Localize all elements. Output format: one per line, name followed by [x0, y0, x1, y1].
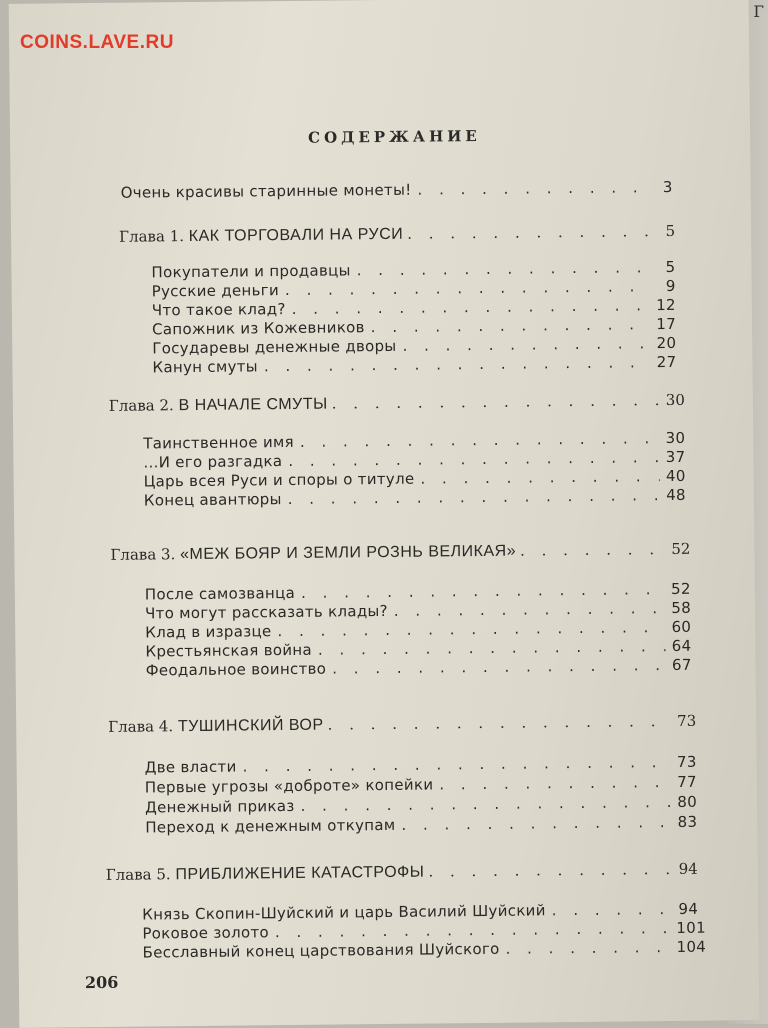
chapter-title: ТУШИНСКИЙ ВОР	[177, 716, 324, 736]
toc-entry-page: 67	[671, 655, 692, 674]
toc-entry-page: 73	[676, 752, 697, 771]
chapter-prefix: Глава 4.	[108, 717, 174, 736]
toc-entry-label: После самозванца	[144, 583, 296, 604]
adjacent-page-letter: Г	[753, 2, 764, 21]
toc-entry-label: Денежный приказ	[144, 796, 295, 817]
chapter-title: ПРИБЛИЖЕНИЕ КАТАСТРОФЫ	[175, 863, 425, 884]
chapter-heading	[108, 711, 696, 737]
dot-leader	[407, 221, 649, 244]
toc-entry-page: 12	[656, 295, 676, 315]
toc-entry-page: 104	[676, 937, 707, 956]
toc-entry-page: 94	[678, 899, 699, 918]
chapter-title: КАК ТОРГОВАЛИ НА РУСИ	[188, 225, 404, 246]
chapter-title: «МЕЖ БОЯР И ЗЕМЛИ РОЗНЬ ВЕЛИКАЯ»	[180, 542, 517, 564]
toc-entry-page: 37	[665, 447, 686, 467]
toc-entry-page: 48	[666, 485, 686, 505]
chapter-page: 94	[678, 859, 698, 878]
toc-entry-label: Конец авантюры	[143, 490, 282, 510]
toc-entry-page: 60	[671, 617, 692, 636]
chapter-page: 52	[671, 539, 691, 558]
chapter-heading	[109, 390, 685, 416]
toc-entry-label: Роковое золото	[142, 923, 270, 943]
toc-entry-page: 77	[677, 772, 697, 791]
toc-title: СОДЕРЖАНИЕ	[307, 126, 481, 147]
toc-entry-page: 9	[665, 276, 676, 296]
toc-entry-label: Государевы денежные дворы	[152, 336, 397, 358]
toc-entry-page: 5	[665, 257, 676, 277]
dot-leader	[552, 899, 673, 920]
toc-entry-label: Русские деньги	[151, 281, 280, 301]
toc-entry-label: Что могут рассказать клады?	[144, 601, 388, 623]
toc-entry-label: Царь всея Руси и споры о титуле	[143, 469, 415, 491]
chapter-prefix: Глава 3.	[110, 545, 176, 564]
toc-entry-label: ...И его разгадка	[143, 452, 283, 472]
chapter-heading	[119, 221, 675, 247]
toc-entry-page: 52	[671, 579, 691, 598]
toc-entry-label: Клад в изразце	[145, 622, 272, 642]
toc-entry-page: 27	[656, 352, 677, 372]
dot-leader	[332, 390, 659, 413]
toc-entry	[146, 655, 692, 681]
chapter-heading	[106, 859, 698, 885]
toc-entry-label: Первые угрозы «доброте» копейки	[144, 775, 434, 797]
toc-entry-page: 30	[665, 428, 686, 448]
dot-leader	[520, 539, 665, 561]
chapter-prefix: Глава 1.	[119, 227, 185, 246]
chapter-title: В НАЧАЛЕ СМУТЫ	[178, 395, 328, 415]
chapter-page: 73	[677, 711, 697, 730]
toc-entry-intro	[121, 177, 673, 203]
toc-entry-page: 58	[671, 598, 692, 617]
dot-leader	[417, 177, 646, 199]
dot-leader	[401, 812, 671, 835]
dot-leader	[505, 937, 672, 959]
chapter-page: 30	[665, 390, 685, 410]
site-watermark: COINS.LAVE.RU	[20, 32, 174, 53]
toc-entry-page: 3	[662, 177, 673, 197]
book-page	[9, 0, 760, 1028]
toc-entry	[152, 352, 676, 377]
dot-leader	[328, 711, 671, 735]
toc-entry-page: 101	[676, 918, 706, 937]
toc-entry-label: Бесславный конец царствования Шуйского	[142, 939, 500, 962]
chapter-prefix: Глава 5.	[105, 865, 171, 884]
chapter-prefix: Глава 2.	[108, 396, 174, 415]
toc-entry-label: Что такое клад?	[151, 300, 286, 320]
toc-entry-page: 83	[677, 812, 698, 831]
dot-leader	[332, 655, 666, 678]
toc-entry	[144, 485, 686, 511]
toc-entry-page: 64	[671, 636, 692, 655]
toc-entry-label: Канун смуты	[152, 357, 258, 377]
toc-entry-page: 80	[677, 792, 698, 811]
dot-leader	[439, 772, 671, 794]
toc-entry-label: Очень красивы старинные монеты!	[120, 180, 412, 202]
toc-entry-label: Две власти	[144, 757, 237, 777]
dot-leader	[264, 352, 651, 376]
toc-entry-page: 17	[656, 314, 677, 334]
chapter-heading	[110, 539, 690, 565]
toc-entry-label: Феодальное воинство	[145, 659, 327, 680]
toc-entry-label: Сапожник из Кожевников	[151, 318, 365, 339]
dot-leader	[428, 859, 672, 882]
toc-entry-label: Таинственное имя	[143, 432, 294, 453]
toc-entry-label: Переход к денежным откупам	[145, 815, 396, 837]
toc-entry-label: Крестьянская война	[145, 640, 313, 661]
toc-entry-page: 20	[656, 333, 677, 353]
toc-entry-label: Покупатели и продавцы	[151, 261, 351, 282]
dot-leader	[288, 485, 660, 509]
page-number: 206	[84, 972, 119, 993]
toc-entry-page: 40	[665, 466, 686, 486]
chapter-page: 5	[665, 221, 676, 241]
toc-entry-label: Князь Скопин-Шуйский и царь Василий Шуйский	[142, 901, 546, 924]
